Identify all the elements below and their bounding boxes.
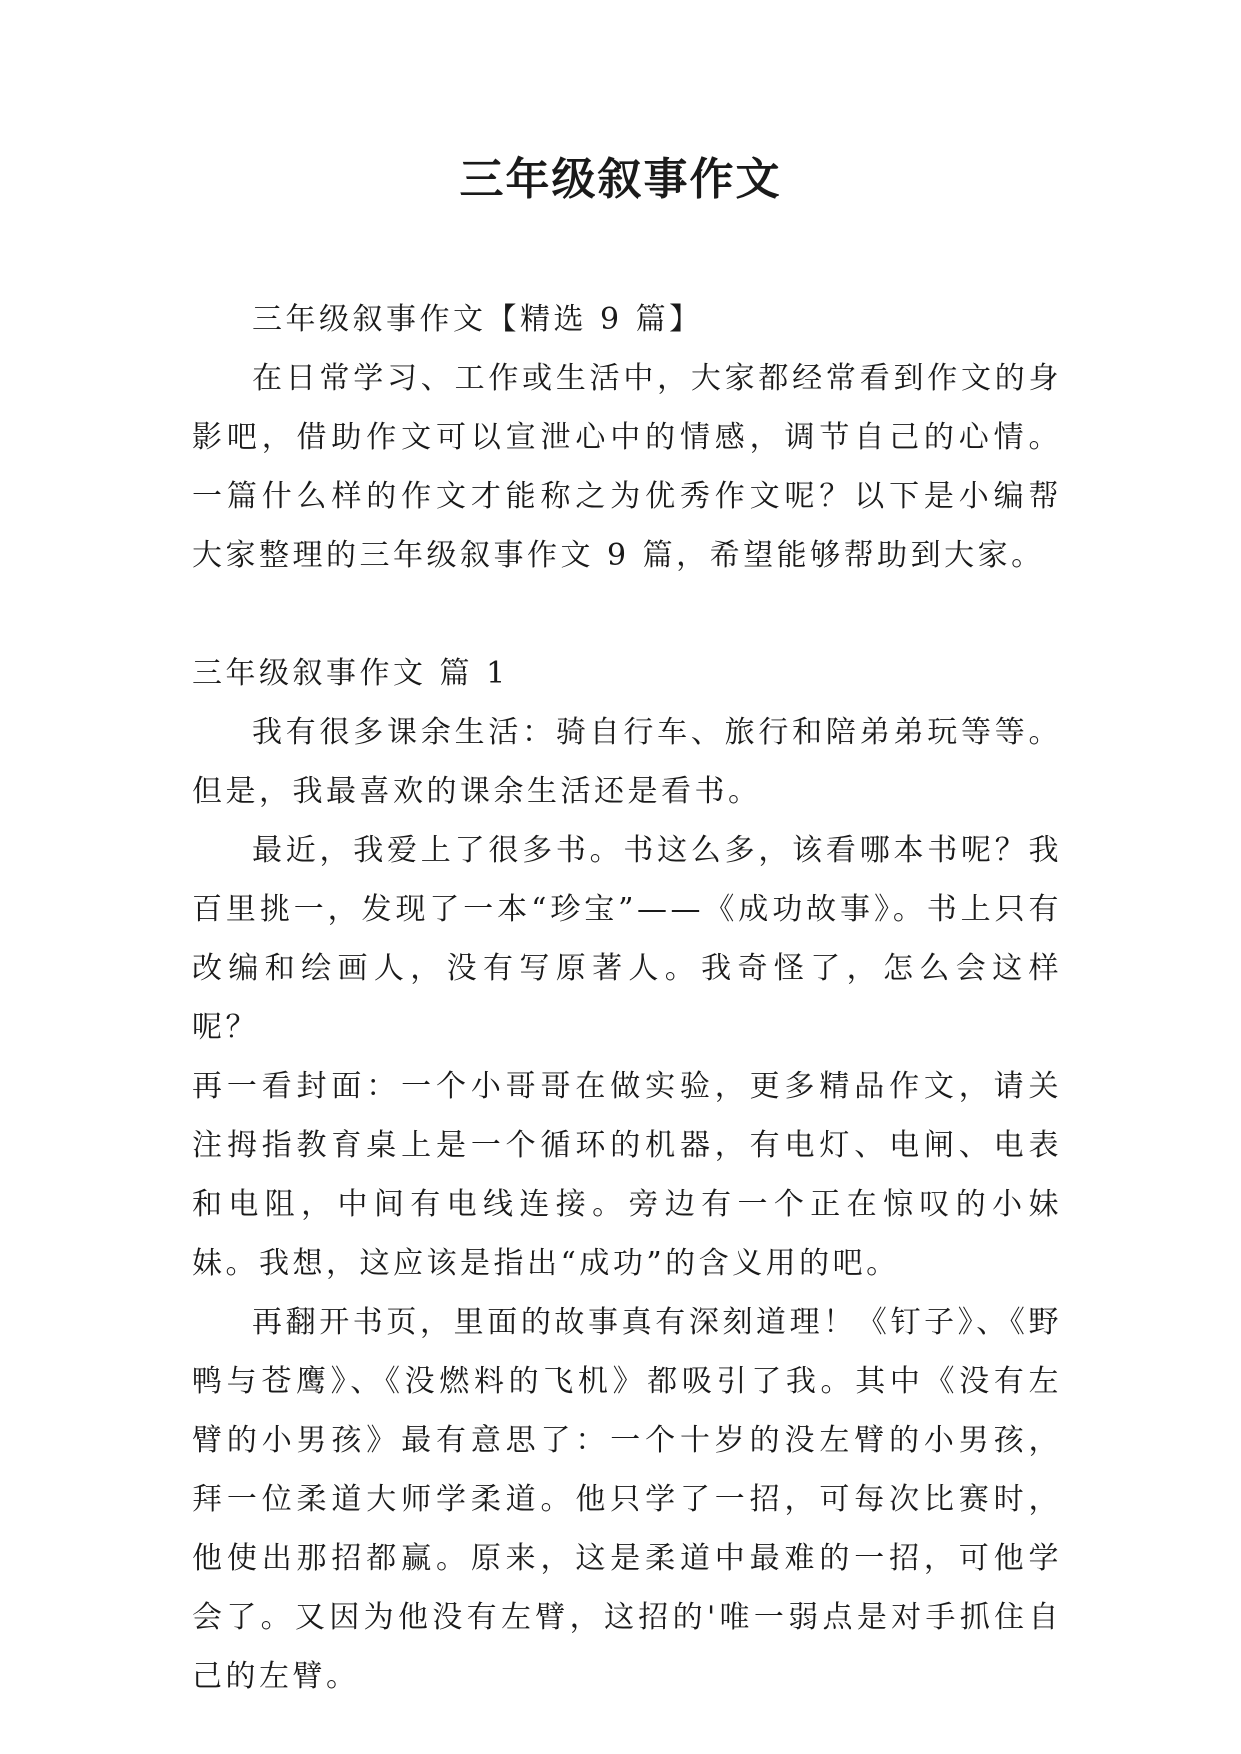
intro-paragraph: 在日常学习、工作或生活中，大家都经常看到作文的身影吧，借助作文可以宣泄心中的情感，调节自己的心情。一篇什么样的作文才能称之为优秀作文呢？以下是小编帮大家整理的三年级叙事作文 9 篇，希望能够帮助到大家。 [192, 361, 1062, 573]
section-paragraph: 再翻开书页，里面的故事真有深刻道理！《钉子》、《野鸭与苍鹰》、《没燃料的飞机》都吸引了我。其中《没有左臂的小男孩》最有意思了：一个十岁的没左臂的小男孩，拜一位柔道大师学柔道。他只学了一招，可每次比赛时，他使出那招都赢。原来，这是柔道中最难的一招，可他学会了。又因为他没有左臂，这招的'唯一弱点是对手抓住自己的左臂。 [192, 1305, 1062, 1694]
section-paragraph: 我有很多课余生活：骑自行车、旅行和陪弟弟玩等等。但是，我最喜欢的课余生活还是看书。 [192, 715, 1062, 809]
section-paragraph: 再一看封面：一个小哥哥在做实验，更多精品作文，请关注拇指教育桌上是一个循环的机器，有电灯、电闸、电表和电阻，中间有电线连接。旁边有一个正在惊叹的小妹妹。我想，这应该是指出“成功”的含义用的吧。 [192, 1069, 1062, 1281]
document-subtitle: 三年级叙事作文【精选 9 篇】 [252, 302, 703, 337]
section-paragraph: 最近，我爱上了很多书。书这么多，该看哪本书呢？我百里挑一，发现了一本“珍宝”——《成功故事》。书上只有改编和绘画人，没有写原著人。我奇怪了，怎么会这样呢？ [192, 833, 1062, 1045]
section-heading: 三年级叙事作文 篇 1 [192, 656, 509, 691]
document-body [192, 290, 1062, 1706]
document-title: 三年级叙事作文 [459, 154, 782, 205]
